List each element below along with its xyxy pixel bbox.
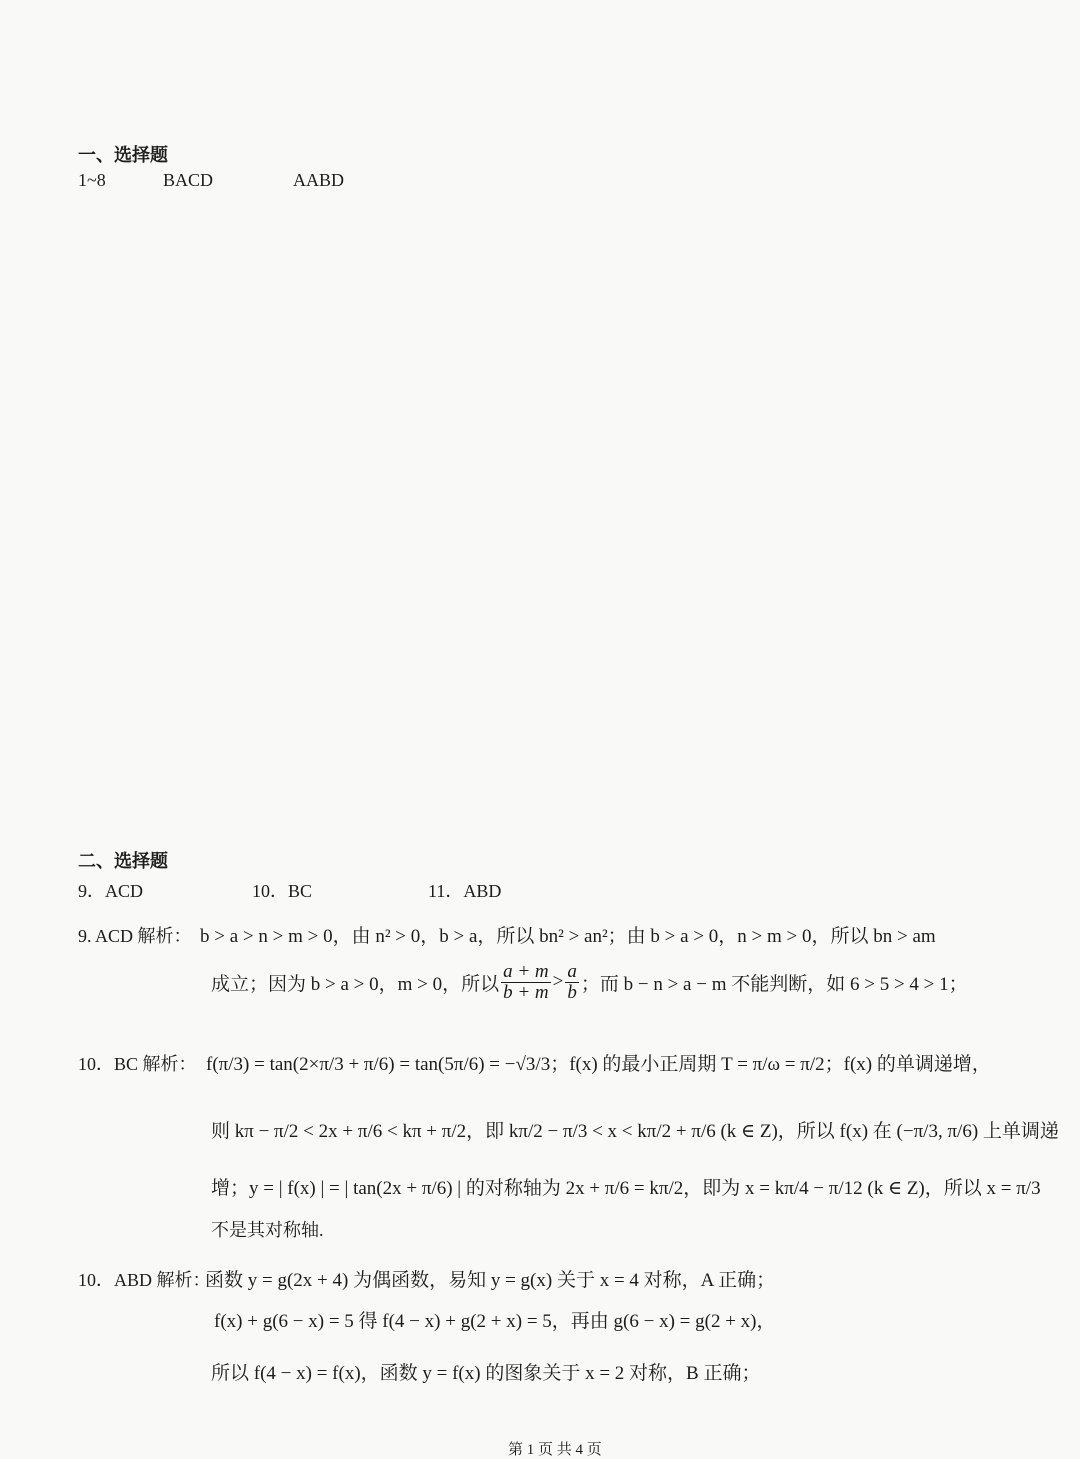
q10-label: 10．BC 解析： bbox=[78, 1054, 197, 1074]
q11-line3: 所以 f(4 − x) = f(x)，函数 y = f(x) 的图象关于 x = 2 对称，B 正确； bbox=[211, 1363, 761, 1384]
q9-fraction-2-numerator: a bbox=[567, 961, 577, 982]
section1-answers-group1: BACD bbox=[163, 170, 214, 190]
q9-greater-than: > bbox=[552, 971, 564, 993]
q9-fraction-1 bbox=[501, 962, 551, 1003]
q9-fraction-2-denominator: b bbox=[567, 981, 577, 1003]
q11-label: 10．ABD 解析： bbox=[78, 1270, 211, 1290]
q9-line2-pre: 成立；因为 b > a > 0，m > 0，所以 bbox=[211, 973, 500, 995]
section2-heading: 二、选择题 bbox=[78, 851, 168, 872]
section1-answers-group2: AABD bbox=[293, 170, 345, 190]
answer-11: 11．ABD bbox=[428, 881, 502, 901]
answer-9: 9．ACD bbox=[78, 881, 144, 901]
section1-range: 1~8 bbox=[78, 170, 106, 190]
q11-line1: 函数 y = g(2x + 4) 为偶函数，易知 y = g(x) 关于 x = 4 对称，A 正确； bbox=[205, 1270, 776, 1291]
q9-fraction-2 bbox=[565, 962, 579, 1003]
page-footer: 第 1 页 共 4 页 bbox=[508, 1442, 602, 1458]
q10-line3: 增；y = | f(x) | = | tan(2x + π/6) | 的对称轴为 2x + π/6 = kπ/2，即为 x = kπ/4 − π/12 (k ∈ Z)，所以 x = π/3 bbox=[211, 1178, 1041, 1199]
answer-10: 10．BC bbox=[252, 881, 313, 901]
q9-line2 bbox=[211, 962, 968, 1003]
q9-fraction-1-numerator: a + m bbox=[503, 961, 549, 982]
q9-line2-post: ；而 b − n > a − m 不能判断，如 6 > 5 > 4 > 1； bbox=[580, 973, 968, 995]
q9-fraction-1-denominator: b + m bbox=[503, 981, 549, 1003]
q9-label: 9. ACD 解析： bbox=[78, 926, 192, 946]
section1-heading: 一、选择题 bbox=[78, 145, 168, 166]
q10-line2: 则 kπ − π/2 < 2x + π/6 < kπ + π/2，即 kπ/2 − π/3 < x < kπ/2 + π/6 (k ∈ Z)，所以 f(x) 在 (−π/3, π/6) 上单调递 bbox=[211, 1121, 1059, 1142]
q10-line1: f(π/3) = tan(2×π/3 + π/6) = tan(5π/6) = −√3/3；f(x) 的最小正周期 T = π/ω = π/2；f(x) 的单调递增， bbox=[206, 1054, 991, 1075]
q11-line2: f(x) + g(6 − x) = 5 得 f(4 − x) + g(2 + x) = 5，再由 g(6 − x) = g(2 + x)， bbox=[214, 1311, 776, 1332]
q10-line4: 不是其对称轴. bbox=[211, 1220, 324, 1240]
q9-line1: b > a > n > m > 0，由 n² > 0，b > a，所以 bn² > an²；由 b > a > 0，n > m > 0，所以 bn > am bbox=[200, 926, 936, 947]
